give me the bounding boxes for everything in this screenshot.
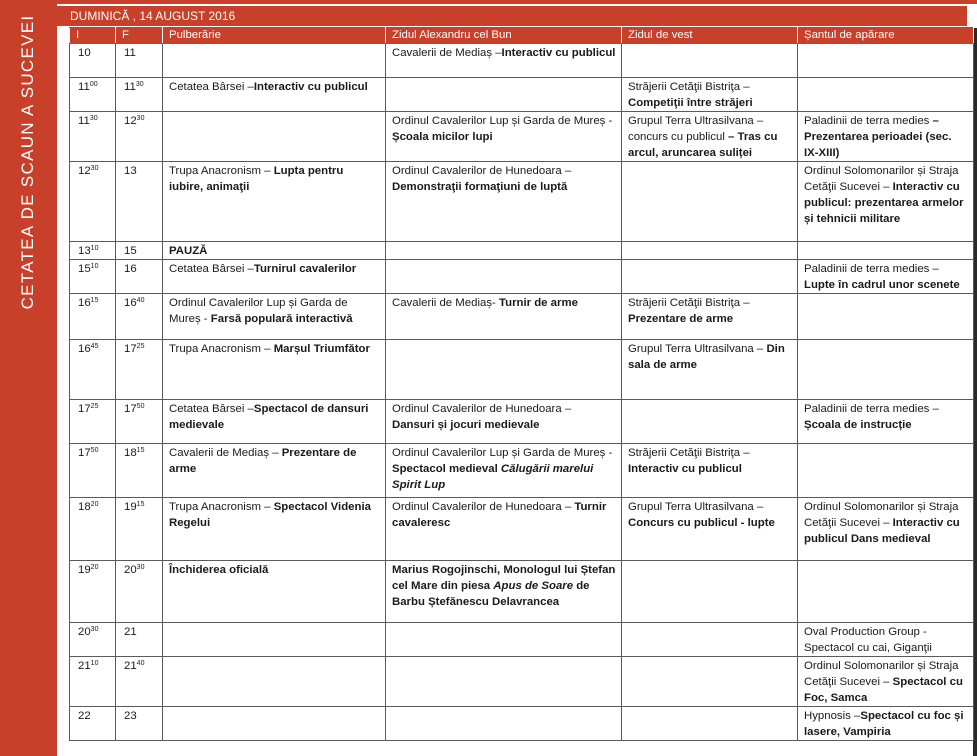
pulberarie-cell [163, 112, 386, 162]
zidul-alexandru-cell-text: Marius Rogojinschi, Monologul lui Ștefan cel Mare din piesa [392, 564, 616, 592]
start-time [70, 260, 116, 294]
start-time-hour: 17 [78, 403, 91, 415]
end-time-hour: 13 [124, 165, 137, 177]
zidul-vest-cell-text: Din sala de arme [628, 343, 785, 371]
zidul-alexandru-cell-text: Turnir cavaleresc [392, 501, 607, 529]
start-time-hour: 19 [78, 564, 91, 576]
start-time [70, 162, 116, 242]
zidul-alexandru-cell [386, 242, 622, 260]
pulberarie-cell [163, 707, 386, 741]
col-zidul-vest-header: Zidul de vest [622, 28, 798, 44]
end-time-minutes: 30 [136, 564, 145, 571]
zidul-vest-cell-text: Competiţii între străjeri [628, 97, 753, 109]
start-time-hour: 20 [78, 626, 91, 638]
schedule-row [70, 44, 974, 78]
santul-cell [798, 162, 974, 242]
start-time-hour: 21 [78, 660, 91, 672]
zidul-alexandru-cell [386, 400, 622, 444]
start-time-minutes: 25 [90, 403, 99, 410]
start-time-hour: 16 [78, 343, 91, 355]
santul-cell-text: Interactiv cu publicul Dans medieval [804, 517, 960, 545]
santul-cell-text: Spectacol cu foc și lasere, Vampiria [804, 710, 964, 738]
end-time-hour: 17 [124, 403, 137, 415]
start-time-minutes: 30 [89, 115, 98, 122]
zidul-vest-cell-text: Concurs cu publicul - lupte [628, 517, 775, 529]
zidul-vest-cell [622, 657, 798, 707]
end-time-minutes: 40 [136, 297, 145, 304]
schedule-row [70, 498, 974, 561]
start-time-minutes: 20 [90, 501, 99, 508]
santul-cell-text: Paladinii de terra medies – [804, 263, 939, 275]
end-time-hour: 21 [124, 660, 137, 672]
start-time-minutes: 00 [89, 81, 98, 88]
santul-cell [798, 561, 974, 623]
pulberarie-cell-text: Închiderea oficială [169, 564, 269, 576]
start-time [70, 707, 116, 741]
zidul-alexandru-cell [386, 162, 622, 242]
pulberarie-cell-text: Prezentare de arme [169, 447, 357, 475]
zidul-alexandru-cell-text: Cavalerii de Mediaș- [392, 297, 499, 309]
end-time [116, 340, 163, 400]
end-time-minutes: 40 [136, 660, 145, 667]
pulberarie-cell [163, 623, 386, 657]
zidul-alexandru-cell-text: Ordinul Cavalerilor de Hunedoara – [392, 403, 572, 415]
pulberarie-cell [163, 498, 386, 561]
schedule-row [70, 260, 974, 294]
end-time-hour: 16 [124, 297, 137, 309]
start-time-hour: 13 [78, 245, 91, 257]
pulberarie-cell [163, 657, 386, 707]
end-time-hour: 12 [124, 115, 137, 127]
pulberarie-cell [163, 44, 386, 78]
zidul-vest-cell-text: Străjerii Cetăţii Bistriţa – [628, 297, 750, 309]
santul-cell [798, 260, 974, 294]
pulberarie-cell-text: Ordinul Cavalerilor Lup și Garda de Mureș - [169, 297, 348, 325]
start-time-minutes: 45 [90, 343, 99, 350]
santul-cell-text: Ordinul Solomonarilor și Straja Cetăţii Sucevei – [804, 165, 959, 193]
zidul-alexandru-cell [386, 340, 622, 400]
zidul-vest-cell [622, 78, 798, 112]
start-time-hour: 11 [78, 115, 90, 127]
zidul-vest-cell [622, 444, 798, 498]
end-time [116, 44, 163, 78]
end-time-hour: 16 [124, 263, 137, 275]
santul-cell [798, 623, 974, 657]
pulberarie-cell-text: Cavalerii de Mediaș – [169, 447, 282, 459]
zidul-alexandru-cell-text: Școala micilor lupi [392, 131, 493, 143]
schedule-row [70, 561, 974, 623]
santul-cell [798, 340, 974, 400]
start-time-minutes: 10 [90, 660, 99, 667]
start-time [70, 78, 116, 112]
end-time [116, 400, 163, 444]
end-time [116, 260, 163, 294]
start-time [70, 242, 116, 260]
schedule-row [70, 162, 974, 242]
end-time [116, 78, 163, 112]
side-banner [0, 0, 57, 756]
pulberarie-cell-text: Turnirul cavalerilor [253, 263, 357, 275]
end-time-hour: 19 [124, 501, 137, 513]
end-time-hour: 20 [124, 564, 137, 576]
column-header-row [70, 28, 974, 44]
pulberarie-cell-text: PAUZĂ [169, 245, 208, 257]
zidul-alexandru-cell-text: Interactiv cu publicul [501, 47, 616, 59]
end-time [116, 162, 163, 242]
pulberarie-cell [163, 260, 386, 294]
schedule-row [70, 444, 974, 498]
zidul-alexandru-cell [386, 112, 622, 162]
santul-cell [798, 78, 974, 112]
end-time-hour: 17 [124, 343, 137, 355]
start-time-hour: 17 [78, 447, 91, 459]
zidul-alexandru-cell [386, 78, 622, 112]
zidul-alexandru-cell-text: Spectacol medieval [392, 463, 501, 475]
santul-cell [798, 707, 974, 741]
col-end-header: F [116, 28, 163, 44]
end-time [116, 112, 163, 162]
zidul-vest-cell-text: Grupul Terra Ultrasilvana – [628, 501, 764, 513]
zidul-vest-cell-text: Grupul Terra Ultrasilvana – concurs cu publicul [628, 115, 764, 143]
schedule-row [70, 78, 974, 112]
col-pulberarie-header: Pulberărie [163, 28, 386, 44]
pulberarie-cell [163, 444, 386, 498]
pulberarie-cell [163, 242, 386, 260]
end-time-minutes: 25 [136, 343, 145, 350]
end-time-minutes: 15 [136, 501, 145, 508]
start-time [70, 657, 116, 707]
zidul-alexandru-cell [386, 44, 622, 78]
zidul-vest-cell-text: – Tras cu arcul, aruncarea suliței [628, 131, 778, 159]
zidul-alexandru-cell-text: Cavalerii de Mediaș – [392, 47, 502, 59]
end-time [116, 657, 163, 707]
start-time [70, 44, 116, 78]
pulberarie-cell [163, 400, 386, 444]
santul-cell-text: Spectacol cu Foc, Samca [804, 676, 963, 704]
zidul-alexandru-cell-text: Demonstraţii formaţiuni de luptă [392, 181, 568, 193]
santul-cell-text: Oval Production Group - Spectacol cu cai, Giganţii [804, 626, 932, 654]
start-time-hour: 22 [78, 710, 91, 722]
schedule-row [70, 294, 974, 340]
schedule-row [70, 707, 974, 741]
zidul-vest-cell-text: Prezentare de arme [628, 313, 734, 325]
start-time-hour: 11 [78, 81, 90, 93]
zidul-alexandru-cell-text: Ordinul Cavalerilor de Hunedoara – [392, 165, 572, 177]
santul-cell-text: Ordinul Solomonarilor și Straja Cetăţii Sucevei – [804, 501, 959, 529]
santul-cell [798, 444, 974, 498]
zidul-alexandru-cell [386, 707, 622, 741]
schedule-row [70, 112, 974, 162]
santul-cell [798, 657, 974, 707]
pulberarie-cell-text: Lupta pentru iubire, animaţii [169, 165, 344, 193]
start-time [70, 561, 116, 623]
start-time-minutes: 20 [90, 564, 99, 571]
start-time-minutes: 15 [90, 297, 99, 304]
zidul-vest-cell [622, 162, 798, 242]
zidul-vest-cell [622, 44, 798, 78]
venue-title: CETATEA DE SCAUN A SUCEVEI [18, 14, 37, 310]
zidul-alexandru-cell [386, 260, 622, 294]
pulberarie-cell-text: Marșul Triumfător [273, 343, 370, 355]
zidul-vest-cell [622, 561, 798, 623]
end-time-hour: 21 [124, 626, 137, 638]
start-time-hour: 16 [78, 297, 91, 309]
start-time [70, 112, 116, 162]
end-time-hour: 11 [124, 81, 136, 93]
end-time-minutes: 30 [136, 115, 145, 122]
start-time-minutes: 50 [90, 447, 99, 454]
santul-cell-text: Hypnosis – [804, 710, 861, 722]
end-time-hour: 11 [124, 47, 136, 59]
end-time [116, 498, 163, 561]
zidul-alexandru-cell-text: Ordinul Cavalerilor Lup și Garda de Mureș - [392, 447, 613, 459]
schedule-row [70, 340, 974, 400]
santul-cell-text: Lupte în cadrul unor scenete [804, 279, 960, 291]
zidul-alexandru-cell [386, 444, 622, 498]
start-time-minutes: 30 [90, 626, 99, 633]
zidul-vest-cell [622, 112, 798, 162]
schedule-row [70, 400, 974, 444]
end-time-minutes: 30 [135, 81, 144, 88]
pulberarie-cell-text: Cetatea Bârsei – [169, 263, 254, 275]
zidul-vest-cell [622, 294, 798, 340]
pulberarie-cell-text: Spectacol Videnia Regelui [169, 501, 371, 529]
zidul-vest-cell-text: Grupul Terra Ultrasilvana – [628, 343, 767, 355]
pulberarie-cell-text: Trupa Anacronism – [169, 343, 274, 355]
pulberarie-cell-text: Trupa Anacronism – [169, 165, 274, 177]
zidul-alexandru-cell-text: Apus de Soare [493, 580, 574, 592]
col-zidul-alexandru-header: Zidul Alexandru cel Bun [386, 28, 622, 44]
end-time [116, 623, 163, 657]
top-rule [57, 0, 977, 4]
zidul-vest-cell-text: Străjerii Cetăţii Bistriţa – [628, 81, 750, 93]
schedule-table [69, 27, 974, 741]
start-time-hour: 15 [78, 263, 91, 275]
santul-cell [798, 242, 974, 260]
pulberarie-cell [163, 340, 386, 400]
zidul-alexandru-cell-text: Călugării marelui Spirit Lup [392, 463, 594, 491]
schedule-row [70, 623, 974, 657]
start-time [70, 340, 116, 400]
zidul-alexandru-cell-text: de Barbu Ștefănescu Delavrancea [392, 580, 590, 608]
start-time [70, 294, 116, 340]
end-time-minutes: 15 [136, 447, 145, 454]
santul-cell [798, 400, 974, 444]
zidul-alexandru-cell-text: Ordinul Cavalerilor de Hunedoara – [392, 501, 575, 513]
zidul-vest-cell-text: Străjerii Cetăţii Bistriţa – [628, 447, 750, 459]
zidul-alexandru-cell [386, 561, 622, 623]
zidul-alexandru-cell-text: Turnir de arme [499, 297, 578, 309]
zidul-vest-cell [622, 340, 798, 400]
end-time-hour: 23 [124, 710, 137, 722]
zidul-alexandru-cell [386, 623, 622, 657]
santul-cell-text: Ordinul Solomonarilor și Straja Cetăţii Sucevei – [804, 660, 959, 688]
zidul-vest-cell [622, 623, 798, 657]
start-time [70, 623, 116, 657]
zidul-vest-cell [622, 707, 798, 741]
start-time-minutes: 10 [90, 263, 99, 270]
zidul-vest-cell [622, 400, 798, 444]
zidul-vest-cell [622, 242, 798, 260]
pulberarie-cell-text: Cetatea Bârsei – [169, 81, 254, 93]
santul-cell [798, 44, 974, 78]
col-santul-header: Șantul de apărare [798, 28, 974, 44]
col-start-header: I [70, 28, 116, 44]
end-time [116, 707, 163, 741]
day-header: DUMINICĂ , 14 AUGUST 2016 [57, 6, 967, 26]
end-time [116, 561, 163, 623]
santul-cell [798, 112, 974, 162]
start-time-minutes: 30 [90, 165, 99, 172]
start-time-hour: 12 [78, 165, 91, 177]
pulberarie-cell [163, 162, 386, 242]
santul-cell [798, 294, 974, 340]
zidul-vest-cell [622, 260, 798, 294]
santul-cell-text: – Prezentarea perioadei (sec. IX-XIII) [804, 115, 952, 159]
zidul-vest-cell [622, 498, 798, 561]
schedule-row [70, 657, 974, 707]
santul-cell-text: Școala de instrucție [804, 419, 912, 431]
start-time [70, 444, 116, 498]
santul-cell-text: Paladinii de terra medies – [804, 403, 939, 415]
santul-cell-text: Paladinii de terra medies [804, 115, 933, 127]
pulberarie-cell-text: Cetatea Bârsei – [169, 403, 254, 415]
start-time [70, 498, 116, 561]
zidul-alexandru-cell [386, 498, 622, 561]
pulberarie-cell-text: Interactiv cu publicul [253, 81, 368, 93]
end-time [116, 294, 163, 340]
schedule-row [70, 242, 974, 260]
zidul-alexandru-cell-text: Ordinul Cavalerilor Lup și Garda de Mureș - [392, 115, 613, 127]
end-time-minutes: 50 [136, 403, 145, 410]
zidul-vest-cell-text: Interactiv cu publicul [628, 463, 742, 475]
pulberarie-cell [163, 78, 386, 112]
end-time-hour: 18 [124, 447, 137, 459]
start-time-hour: 10 [78, 47, 91, 59]
zidul-alexandru-cell-text: Dansuri și jocuri medievale [392, 419, 540, 431]
start-time-hour: 18 [78, 501, 91, 513]
end-time-hour: 15 [124, 245, 137, 257]
pulberarie-cell-text: Trupa Anacronism – [169, 501, 274, 513]
pulberarie-cell [163, 561, 386, 623]
zidul-alexandru-cell [386, 294, 622, 340]
start-time-minutes: 10 [90, 245, 99, 252]
zidul-alexandru-cell [386, 657, 622, 707]
santul-cell [798, 498, 974, 561]
end-time [116, 242, 163, 260]
santul-cell-text: Interactiv cu publicul: prezentarea armelor și tehnicii militare [804, 181, 964, 225]
pulberarie-cell [163, 294, 386, 340]
end-time [116, 444, 163, 498]
start-time [70, 400, 116, 444]
pulberarie-cell-text: Farsă populară interactivă [210, 313, 353, 325]
pulberarie-cell-text: Spectacol de dansuri medievale [169, 403, 369, 431]
